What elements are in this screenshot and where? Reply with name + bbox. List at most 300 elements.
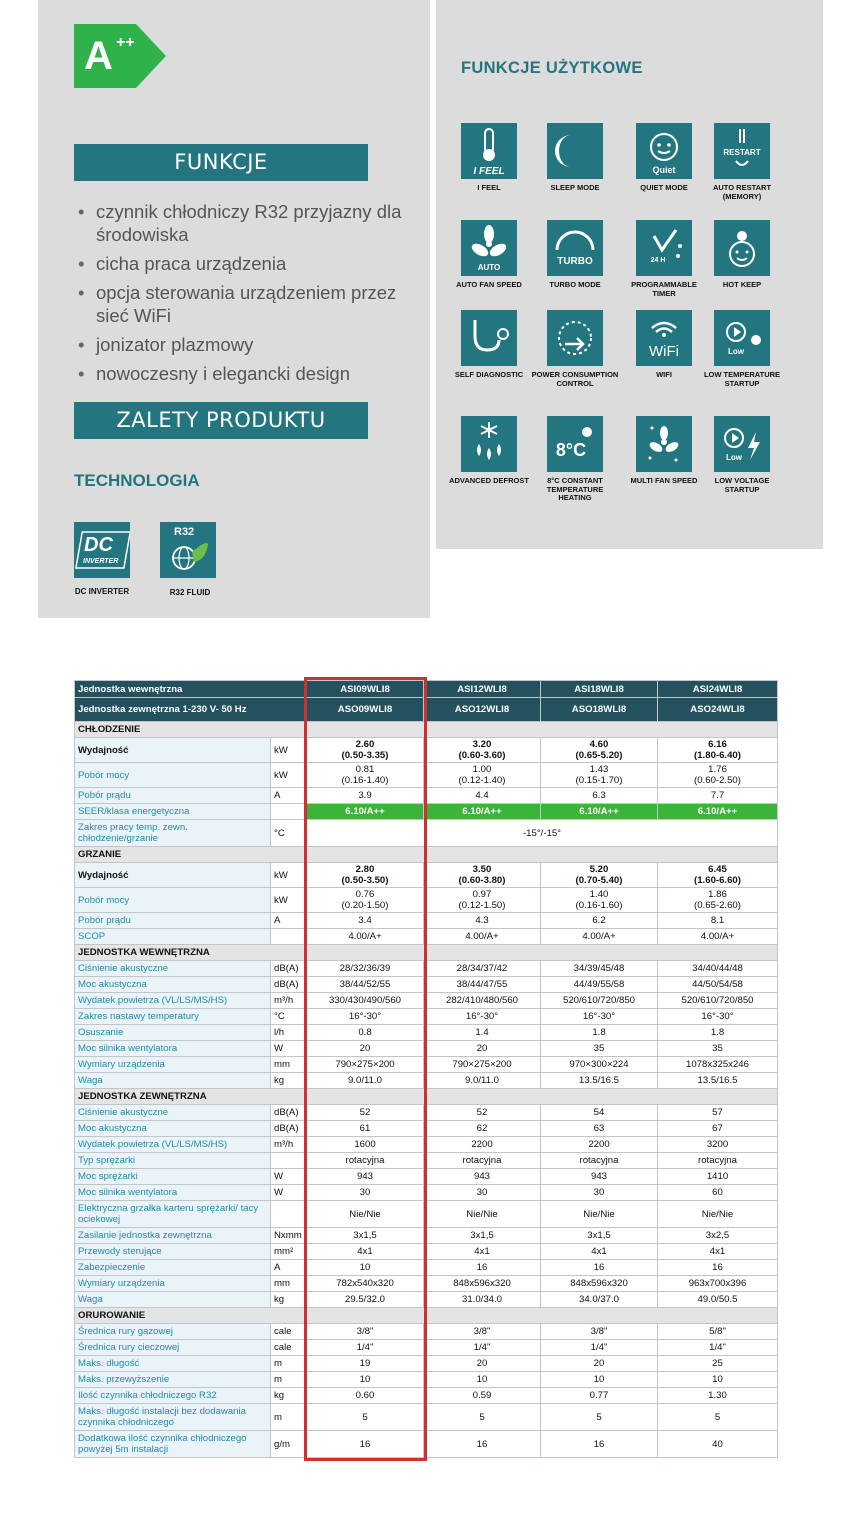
function-label: MULTI FAN SPEED: [630, 476, 698, 485]
dc-inverter-icon: [74, 522, 130, 578]
row-value: 9.0/11.0: [424, 1073, 541, 1089]
feature-item: • cicha praca urządzenia: [78, 252, 418, 275]
row-label: Zasilanie jednostka zewnętrzna: [75, 1228, 271, 1244]
row-value: 10: [307, 1260, 424, 1276]
row-unit: m: [271, 1356, 307, 1372]
table-row: [75, 1228, 778, 1244]
row-label: Moc akustyczna: [75, 1121, 271, 1137]
row-value: 44/49/55/58: [541, 977, 658, 993]
row-label: Wydatek powietrza (VL/LS/MS/HS): [75, 1137, 271, 1153]
row-value: 5: [307, 1404, 424, 1431]
row-value: 8.1: [658, 913, 778, 929]
row-value: rotacyjna: [658, 1153, 778, 1169]
row-label: Moc sprężarki: [75, 1169, 271, 1185]
table-header-row: [75, 681, 778, 698]
table-row: [75, 1057, 778, 1073]
row-value: 29.5/32.0: [307, 1292, 424, 1308]
row-value: 520/610/720/850: [658, 993, 778, 1009]
row-value: 57: [658, 1105, 778, 1121]
function-power-control: [530, 310, 620, 388]
table-row: [75, 1276, 778, 1292]
row-unit: W: [271, 1169, 307, 1185]
row-value: 5: [658, 1404, 778, 1431]
svg-text:AUTO: AUTO: [477, 263, 501, 272]
table-row: [75, 1388, 778, 1404]
table-row: [75, 1121, 778, 1137]
row-value: 1/4": [658, 1340, 778, 1356]
table-row: [75, 1009, 778, 1025]
row-value: 25: [658, 1356, 778, 1372]
row-value: 20: [307, 1041, 424, 1057]
row-label: Maks. długość instalacji bez dodawania czynnika chłodniczego: [75, 1404, 271, 1431]
row-value: 848x596x320: [424, 1276, 541, 1292]
feature-item: • czynnik chłodniczy R32 przyjazny dla środowiska: [78, 200, 418, 246]
row-label: Pobór prądu: [75, 913, 271, 929]
model-name: ASO24WLI8: [658, 698, 778, 722]
row-value: 54: [541, 1105, 658, 1121]
row-value: 1410: [658, 1169, 778, 1185]
row-label: Elektryczna grzałka karteru sprężarki/ tacy ociekowej: [75, 1201, 271, 1228]
row-value: 5.20 (0.70-5.40): [541, 863, 658, 888]
feature-item: • nowoczesny i elegancki design: [78, 362, 418, 385]
row-value: 1/4": [541, 1340, 658, 1356]
function-label: WIFI: [656, 370, 672, 379]
row-value: 34/40/44/48: [658, 961, 778, 977]
row-value: 20: [541, 1356, 658, 1372]
row-value: 35: [541, 1041, 658, 1057]
table-row: [75, 1073, 778, 1089]
function-label: TURBO MODE: [549, 280, 601, 289]
row-value: 943: [424, 1169, 541, 1185]
row-value: 2200: [541, 1137, 658, 1153]
row-value: 1.76 (0.60-2.50): [658, 763, 778, 788]
table-row: [75, 1169, 778, 1185]
row-unit: kg: [271, 1073, 307, 1089]
row-label: Moc silnika wentylatora: [75, 1185, 271, 1201]
function-multi-fan: [619, 416, 709, 486]
row-value: 2.80 (0.50-3.50): [307, 863, 424, 888]
feature-item: • opcja sterowania urządzeniem przez sieć WiFi: [78, 281, 418, 327]
function-self-diagnostic: [444, 310, 534, 380]
row-value: 790×275×200: [424, 1057, 541, 1073]
row-value: 4.00/A+: [424, 929, 541, 945]
row-value: 4.00/A+: [658, 929, 778, 945]
table-row: [75, 788, 778, 804]
row-value: 848x596x320: [541, 1276, 658, 1292]
row-value: 3.9: [307, 788, 424, 804]
wifi-icon: [636, 310, 692, 366]
row-value: 13.5/16.5: [658, 1073, 778, 1089]
row-value: 61: [307, 1121, 424, 1137]
row-unit: kg: [271, 1388, 307, 1404]
funkcje-title: FUNKCJE: [74, 144, 368, 181]
row-value: 4.00/A+: [541, 929, 658, 945]
function-i-feel: [444, 123, 534, 193]
row-value: 20: [424, 1356, 541, 1372]
row-value: 20: [424, 1041, 541, 1057]
row-value: 6.16 (1.80-6.40): [658, 738, 778, 763]
row-label: Pobór mocy: [75, 888, 271, 913]
row-value: 16°-30°: [541, 1009, 658, 1025]
table-row: [75, 738, 778, 763]
row-value: 3x1,5: [424, 1228, 541, 1244]
row-value: 1.86 (0.65-2.60): [658, 888, 778, 913]
row-value: rotacyjna: [541, 1153, 658, 1169]
row-label: Zabezpieczenie: [75, 1260, 271, 1276]
function-label: POWER CONSUMPTION CONTROL: [531, 370, 619, 388]
table-row: [75, 961, 778, 977]
row-value: 38/44/47/55: [424, 977, 541, 993]
table-row: [75, 1137, 778, 1153]
left-panel: [38, 0, 430, 618]
energy-class-badge: [74, 24, 166, 88]
row-value: 1078x325x246: [658, 1057, 778, 1073]
table-row: [75, 804, 778, 820]
row-value: 4.00/A+: [307, 929, 424, 945]
function-sleep: [530, 123, 620, 193]
function-label: PROGRAMMABLE TIMER: [631, 280, 697, 298]
feature-item: • jonizator plazmowy: [78, 333, 418, 356]
svg-text:I FEEL: I FEEL: [473, 166, 505, 177]
table-row: [75, 820, 778, 847]
row-value: 1/4": [424, 1340, 541, 1356]
row-value: 4x1: [307, 1244, 424, 1260]
function-label: LOW TEMPERATURE STARTUP: [703, 370, 781, 388]
svg-text:24 H: 24 H: [650, 257, 666, 264]
row-label: Zakres nastawy temperatury: [75, 1009, 271, 1025]
fan-icon: [461, 220, 517, 276]
row-unit: kW: [271, 763, 307, 788]
row-value: 16: [307, 1431, 424, 1458]
row-value: Nie/Nie: [424, 1201, 541, 1228]
row-value: 1.40 (0.16-1.60): [541, 888, 658, 913]
section-header-row: [75, 722, 778, 738]
row-value: 4x1: [424, 1244, 541, 1260]
low-temp-icon: [714, 310, 770, 366]
table-row: [75, 929, 778, 945]
row-label: Średnica rury gazowej: [75, 1324, 271, 1340]
tech-label-r32: R32 FLUID: [169, 588, 211, 597]
dc-text: DC: [84, 534, 113, 556]
model-name: ASI24WLI8: [658, 681, 778, 698]
row-unit: [271, 1153, 307, 1169]
svg-text:8°C: 8°C: [555, 440, 587, 460]
row-value: 16: [658, 1260, 778, 1276]
row-value: 4.4: [424, 788, 541, 804]
row-value: -15°/-15°: [307, 820, 778, 847]
model-name: ASO12WLI8: [424, 698, 541, 722]
row-value: 40: [658, 1431, 778, 1458]
row-unit: cale: [271, 1340, 307, 1356]
row-value: 49.0/50.5: [658, 1292, 778, 1308]
row-value: 0.97 (0.12-1.50): [424, 888, 541, 913]
table-row: [75, 1340, 778, 1356]
row-unit: kW: [271, 738, 307, 763]
row-label: Ilość czynnika chłodniczego R32: [75, 1388, 271, 1404]
row-unit: A: [271, 1260, 307, 1276]
table-row: [75, 763, 778, 788]
row-value: 10: [541, 1372, 658, 1388]
row-label: Ciśnienie akustyczne: [75, 1105, 271, 1121]
row-unit: W: [271, 1185, 307, 1201]
row-value: rotacyjna: [307, 1153, 424, 1169]
row-unit: dB(A): [271, 977, 307, 993]
row-unit: [271, 1201, 307, 1228]
row-value: 0.81 (0.16-1.40): [307, 763, 424, 788]
table-row: [75, 1372, 778, 1388]
row-value: 0.77: [541, 1388, 658, 1404]
row-label: Typ sprężarki: [75, 1153, 271, 1169]
row-value: 330/430/490/560: [307, 993, 424, 1009]
table-header-row: [75, 698, 778, 722]
row-value: 16°-30°: [658, 1009, 778, 1025]
row-value: 6.10/A++: [541, 804, 658, 820]
row-value: Nie/Nie: [541, 1201, 658, 1228]
row-value: 7.7: [658, 788, 778, 804]
model-name: ASO09WLI8: [307, 698, 424, 722]
function-label: I FEEL: [477, 183, 501, 192]
function-quiet: [619, 123, 709, 193]
row-value: 963x700x396: [658, 1276, 778, 1292]
row-value: 943: [541, 1169, 658, 1185]
row-label: Waga: [75, 1292, 271, 1308]
thermometer-icon: [461, 123, 517, 179]
row-value: 62: [424, 1121, 541, 1137]
function-label: HOT KEEP: [722, 280, 762, 289]
row-value: 2200: [424, 1137, 541, 1153]
row-value: 1.8: [541, 1025, 658, 1041]
function-hot-keep: [697, 220, 787, 290]
quiet-face-icon: [636, 123, 692, 179]
row-value: Nie/Nie: [307, 1201, 424, 1228]
function-label: AUTO FAN SPEED: [456, 280, 522, 289]
model-name: ASI09WLI8: [307, 681, 424, 698]
function-auto-fan: [444, 220, 534, 290]
section-header-row: [75, 1089, 778, 1105]
svg-text:WiFi: WiFi: [649, 343, 679, 360]
table-row: [75, 1356, 778, 1372]
row-unit: kW: [271, 888, 307, 913]
row-label: Ciśnienie akustyczne: [75, 961, 271, 977]
row-value: 3x1,5: [541, 1228, 658, 1244]
row-value: 2.60 (0.50-3.35): [307, 738, 424, 763]
row-value: 4x1: [658, 1244, 778, 1260]
row-value: 9.0/11.0: [307, 1073, 424, 1089]
row-value: 34.0/37.0: [541, 1292, 658, 1308]
function-timer: [619, 220, 709, 298]
row-unit: kg: [271, 1292, 307, 1308]
function-wifi: [619, 310, 709, 380]
row-value: 52: [307, 1105, 424, 1121]
row-value: 1.00 (0.12-1.40): [424, 763, 541, 788]
row-value: 6.3: [541, 788, 658, 804]
restart-icon: [714, 123, 770, 179]
table-row: [75, 1260, 778, 1276]
row-unit: kW: [271, 863, 307, 888]
tech-label-dc: DC INVERTER: [74, 587, 130, 596]
row-value: 3.4: [307, 913, 424, 929]
row-value: 6.2: [541, 913, 658, 929]
table-row: [75, 1041, 778, 1057]
row-value: 3.50 (0.60-3.80): [424, 863, 541, 888]
row-unit: m: [271, 1404, 307, 1431]
row-value: 13.5/16.5: [541, 1073, 658, 1089]
row-unit: Nxmm: [271, 1228, 307, 1244]
row-value: 35: [658, 1041, 778, 1057]
row-value: 5/8": [658, 1324, 778, 1340]
table-row: [75, 1431, 778, 1458]
row-label: Pobór mocy: [75, 763, 271, 788]
row-value: 38/44/52/55: [307, 977, 424, 993]
row-value: 790×275×200: [307, 1057, 424, 1073]
function-label: 8°C CONSTANT TEMPERATURE HEATING: [546, 476, 604, 502]
row-value: 0.8: [307, 1025, 424, 1041]
section-title: CHŁODZENIE: [75, 722, 778, 738]
row-value: 282/410/480/560: [424, 993, 541, 1009]
energy-class-plus: ++: [116, 34, 135, 51]
defrost-icon: [461, 416, 517, 472]
row-unit: A: [271, 788, 307, 804]
r32-globe-icon: [160, 522, 216, 578]
sun-face-icon: [714, 220, 770, 276]
row-value: 1/4": [307, 1340, 424, 1356]
model-name: ASI12WLI8: [424, 681, 541, 698]
header-label: Jednostka zewnętrzna 1-230 V- 50 Hz: [75, 698, 307, 722]
row-label: Maks. przewyższenie: [75, 1372, 271, 1388]
header-label: Jednostka wewnętrzna: [75, 681, 307, 698]
row-value: 30: [424, 1185, 541, 1201]
row-value: 1.30: [658, 1388, 778, 1404]
row-value: 28/32/36/39: [307, 961, 424, 977]
table-row: [75, 1025, 778, 1041]
row-value: 3/8": [307, 1324, 424, 1340]
row-unit: cale: [271, 1324, 307, 1340]
row-value: 16: [424, 1260, 541, 1276]
row-value: 30: [307, 1185, 424, 1201]
row-value: 1.43 (0.15-1.70): [541, 763, 658, 788]
section-header-row: [75, 847, 778, 863]
row-unit: mm: [271, 1276, 307, 1292]
row-label: Zakres pracy temp. zewn. chłodzenie/grzanie: [75, 820, 271, 847]
svg-text:RESTART: RESTART: [723, 148, 761, 157]
row-unit: m: [271, 1372, 307, 1388]
multi-fan-icon: [636, 416, 692, 472]
function-label: ADVANCED DEFROST: [449, 476, 529, 485]
row-value: 34/39/45/48: [541, 961, 658, 977]
row-value: 1600: [307, 1137, 424, 1153]
function-auto-restart: [697, 123, 787, 201]
function-defrost: [444, 416, 534, 486]
section-title: ORUROWANIE: [75, 1308, 778, 1324]
row-label: Wydajność: [75, 738, 271, 763]
row-label: Wydatek powietrza (VL/LS/MS/HS): [75, 993, 271, 1009]
row-value: 3200: [658, 1137, 778, 1153]
row-value: 10: [658, 1372, 778, 1388]
zalety-title: ZALETY PRODUKTU: [74, 402, 368, 439]
function-label: LOW VOLTAGE STARTUP: [714, 476, 770, 494]
model-name: ASO18WLI8: [541, 698, 658, 722]
row-value: 1.4: [424, 1025, 541, 1041]
row-unit: dB(A): [271, 961, 307, 977]
table-row: [75, 993, 778, 1009]
row-unit: dB(A): [271, 1121, 307, 1137]
moon-icon: [547, 123, 603, 179]
table-row: [75, 1201, 778, 1228]
svg-text:Low: Low: [728, 347, 744, 356]
eight-degree-icon: [547, 416, 603, 472]
row-value: 4.3: [424, 913, 541, 929]
row-value: 0.60: [307, 1388, 424, 1404]
function-turbo: [530, 220, 620, 290]
function-label: QUIET MODE: [640, 183, 688, 192]
row-value: 3.20 (0.60-3.60): [424, 738, 541, 763]
row-value: 1.8: [658, 1025, 778, 1041]
row-value: 10: [307, 1372, 424, 1388]
row-value: 5: [541, 1404, 658, 1431]
row-value: 16: [541, 1431, 658, 1458]
row-unit: mm: [271, 1057, 307, 1073]
turbo-icon: [547, 220, 603, 276]
row-label: Waga: [75, 1073, 271, 1089]
row-value: 6.10/A++: [307, 804, 424, 820]
row-value: 10: [424, 1372, 541, 1388]
row-unit: m³/h: [271, 1137, 307, 1153]
row-unit: dB(A): [271, 1105, 307, 1121]
timer-icon: [636, 220, 692, 276]
row-value: 6.45 (1.60-6.60): [658, 863, 778, 888]
table-row: [75, 863, 778, 888]
row-unit: g/m: [271, 1431, 307, 1458]
low-voltage-icon: [714, 416, 770, 472]
row-label: Średnica rury cieczowej: [75, 1340, 271, 1356]
row-label: SEER/klasa energetyczna: [75, 804, 271, 820]
row-label: Pobór prądu: [75, 788, 271, 804]
row-label: Wydajność: [75, 863, 271, 888]
svg-text:TURBO: TURBO: [557, 256, 593, 267]
table-row: [75, 913, 778, 929]
technologia-title: TECHNOLOGIA: [74, 471, 200, 490]
power-arrow-icon: [547, 310, 603, 366]
row-value: 782x540x320: [307, 1276, 424, 1292]
row-value: 63: [541, 1121, 658, 1137]
row-value: 16: [541, 1260, 658, 1276]
function-label: AUTO RESTART (MEMORY): [712, 183, 772, 201]
row-unit: m³/h: [271, 993, 307, 1009]
row-value: 4x1: [541, 1244, 658, 1260]
row-value: 19: [307, 1356, 424, 1372]
right-panel: [436, 0, 823, 549]
function-label: SLEEP MODE: [550, 183, 600, 192]
section-title: JEDNOSTKA WEWNĘTRZNA: [75, 945, 778, 961]
row-value: 6.10/A++: [658, 804, 778, 820]
row-unit: [271, 804, 307, 820]
row-label: Osuszanie: [75, 1025, 271, 1041]
row-label: Maks. długość: [75, 1356, 271, 1372]
row-value: 67: [658, 1121, 778, 1137]
row-label: Przewody sterujące: [75, 1244, 271, 1260]
row-value: 31.0/34.0: [424, 1292, 541, 1308]
table-row: [75, 1324, 778, 1340]
row-value: Nie/Nie: [658, 1201, 778, 1228]
table-row: [75, 1244, 778, 1260]
row-unit: °C: [271, 1009, 307, 1025]
row-label: SCOP: [75, 929, 271, 945]
table-row: [75, 977, 778, 993]
function-low-temp: [697, 310, 787, 388]
feature-list: [78, 200, 418, 391]
funkcje-uzytkowe-title: FUNKCJE UŻYTKOWE: [461, 59, 643, 77]
table-row: [75, 1292, 778, 1308]
